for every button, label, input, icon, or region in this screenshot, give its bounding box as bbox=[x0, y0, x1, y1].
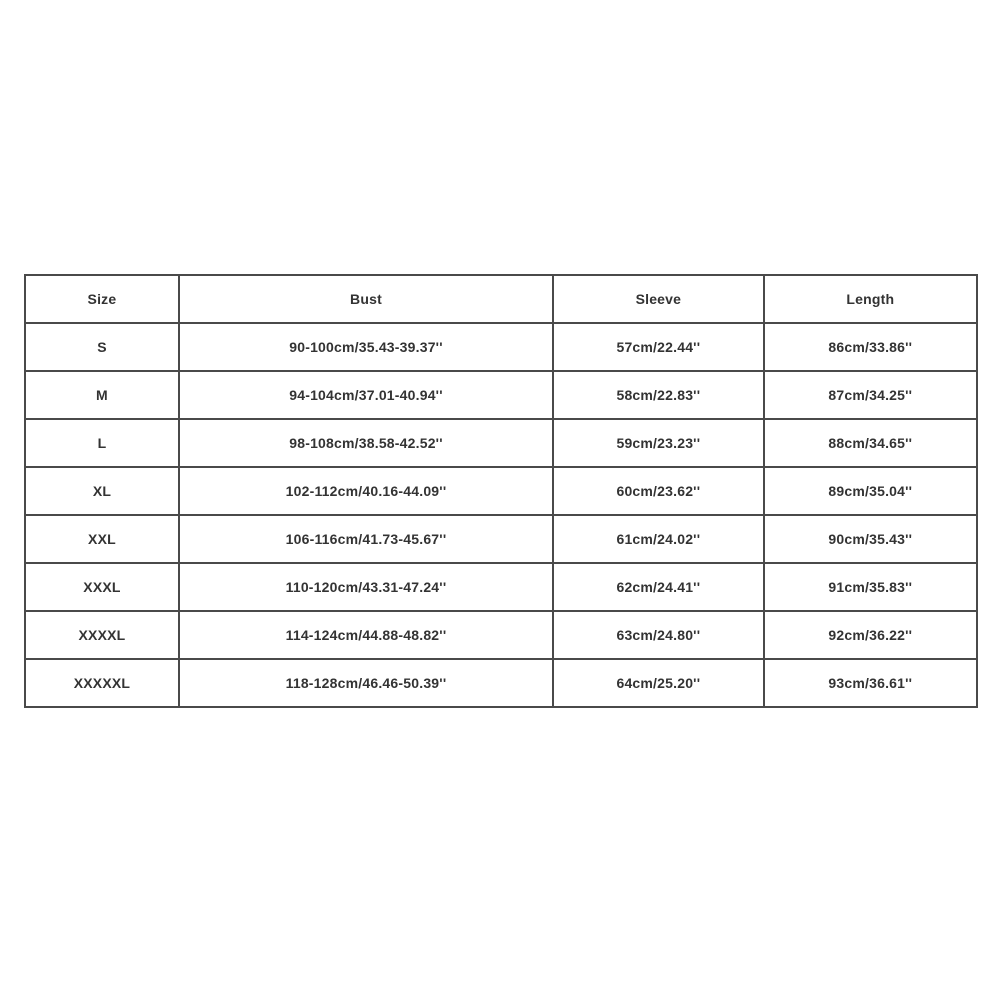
table-row bbox=[25, 371, 977, 419]
bust-cell: 94-104cm/37.01-40.94'' bbox=[179, 371, 553, 419]
table-header bbox=[25, 275, 977, 323]
header-row bbox=[25, 275, 977, 323]
size-cell: XXXXL bbox=[25, 611, 179, 659]
size-cell: XXXL bbox=[25, 563, 179, 611]
sleeve-cell: 59cm/23.23'' bbox=[553, 419, 764, 467]
sleeve-cell: 60cm/23.62'' bbox=[553, 467, 764, 515]
bust-cell: 90-100cm/35.43-39.37'' bbox=[179, 323, 553, 371]
sleeve-cell: 62cm/24.41'' bbox=[553, 563, 764, 611]
length-cell: 87cm/34.25'' bbox=[764, 371, 977, 419]
table-row bbox=[25, 419, 977, 467]
bust-cell: 114-124cm/44.88-48.82'' bbox=[179, 611, 553, 659]
sleeve-cell: 61cm/24.02'' bbox=[553, 515, 764, 563]
table-row bbox=[25, 563, 977, 611]
column-header-bust: Bust bbox=[179, 275, 553, 323]
bust-cell: 102-112cm/40.16-44.09'' bbox=[179, 467, 553, 515]
sleeve-cell: 64cm/25.20'' bbox=[553, 659, 764, 707]
bust-cell: 110-120cm/43.31-47.24'' bbox=[179, 563, 553, 611]
bust-cell: 106-116cm/41.73-45.67'' bbox=[179, 515, 553, 563]
sleeve-cell: 58cm/22.83'' bbox=[553, 371, 764, 419]
table-row bbox=[25, 515, 977, 563]
size-cell: XXXXXL bbox=[25, 659, 179, 707]
length-cell: 93cm/36.61'' bbox=[764, 659, 977, 707]
bust-cell: 118-128cm/46.46-50.39'' bbox=[179, 659, 553, 707]
bust-cell: 98-108cm/38.58-42.52'' bbox=[179, 419, 553, 467]
length-cell: 89cm/35.04'' bbox=[764, 467, 977, 515]
size-chart-table bbox=[24, 274, 978, 708]
size-cell: XXL bbox=[25, 515, 179, 563]
table-row bbox=[25, 611, 977, 659]
table-body bbox=[25, 323, 977, 707]
size-cell: M bbox=[25, 371, 179, 419]
length-cell: 90cm/35.43'' bbox=[764, 515, 977, 563]
column-header-length: Length bbox=[764, 275, 977, 323]
column-header-sleeve: Sleeve bbox=[553, 275, 764, 323]
size-cell: L bbox=[25, 419, 179, 467]
table-row bbox=[25, 659, 977, 707]
sleeve-cell: 63cm/24.80'' bbox=[553, 611, 764, 659]
length-cell: 86cm/33.86'' bbox=[764, 323, 977, 371]
table-row bbox=[25, 467, 977, 515]
size-cell: XL bbox=[25, 467, 179, 515]
table-row bbox=[25, 323, 977, 371]
length-cell: 91cm/35.83'' bbox=[764, 563, 977, 611]
column-header-size: Size bbox=[25, 275, 179, 323]
size-cell: S bbox=[25, 323, 179, 371]
sleeve-cell: 57cm/22.44'' bbox=[553, 323, 764, 371]
length-cell: 92cm/36.22'' bbox=[764, 611, 977, 659]
length-cell: 88cm/34.65'' bbox=[764, 419, 977, 467]
